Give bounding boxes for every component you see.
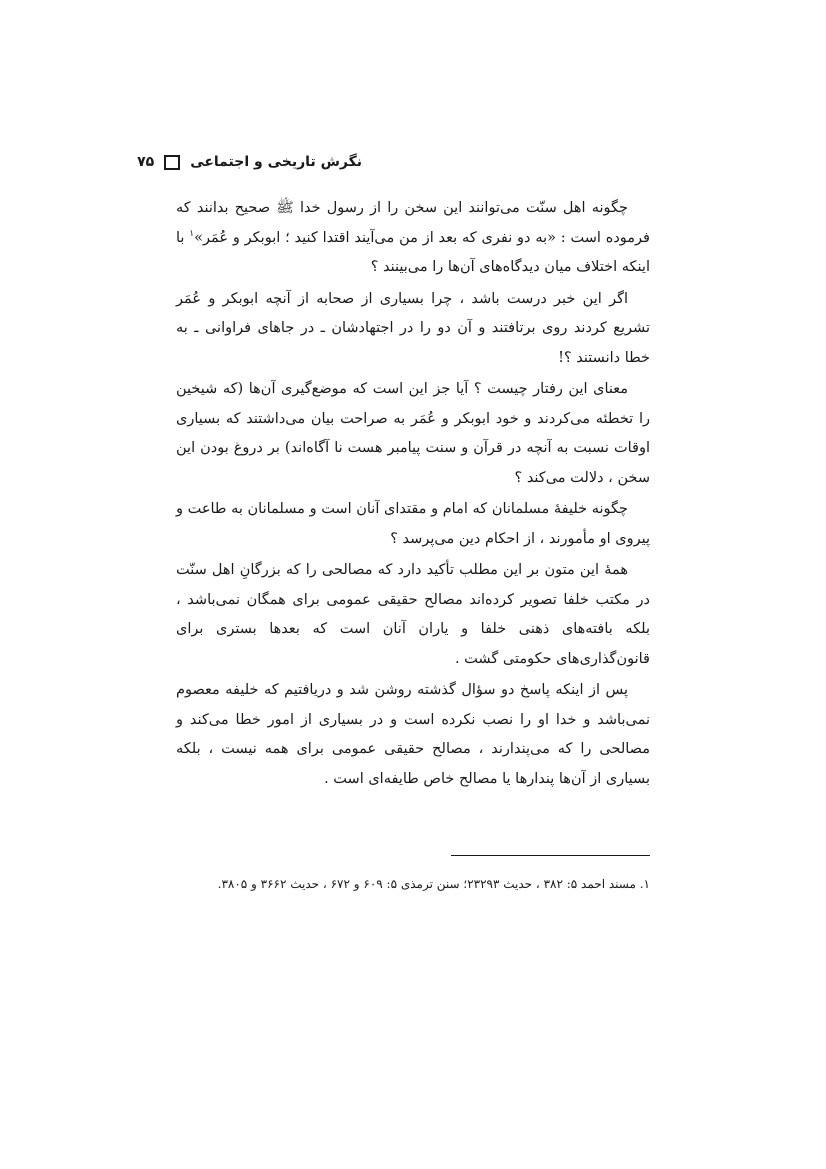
footnote: ۱. مسند احمد ۵: ۳۸۲ ، حدیث ۲۳۲۹۳؛ سنن ترمذی ۵: ۶۰۹ و ۶۷۲ ، حدیث ۳۶۶۲ و ۳۸۰۵. (217, 877, 650, 891)
box-icon (164, 155, 180, 170)
running-head (137, 150, 362, 174)
paragraph-6: پس از اینکه پاسخ دو سؤال گذشته روشن شد و دریافتیم که خلیفه معصوم نمی‌باشد و خدا او را نصب نکرده است و در بسیاری از امور خطا می‌کند و مصالحی را که می‌پندارند ، مصالح حقیقی عمومی برای همه نیست ، بلکه بسیاری از آن‌ها پندارها یا مصالح خاص طایفه‌ای است . (176, 682, 650, 787)
paragraph-1-text: چگونه اهل سنّت می‌توانند این سخن را از رسول خدا ﷺ صحیح بدانند که فرموده است : «به دو نفری که بعد از من می‌آیند اقتدا کنید ؛ ابوبکر و عُمَر» (176, 200, 650, 246)
paragraph-2: اگر این خبر درست باشد ، چرا بسیاری از صحابه از آنچه ابوبکر و عُمَر تشریع کردند روی برتافتند و آن دو را در اجتهادشان ـ در جاهای فراوانی ـ به خطا دانستند ؟! (176, 290, 650, 366)
body-text (176, 194, 650, 794)
paragraph-4: چگونه خلیفهٔ مسلمانان که امام و مقتدای آنان است و مسلمانان به طاعت و پیروی او مأمورند ، از احکام دین می‌پرسد ؟ (176, 501, 650, 547)
chapter-title: نگرش تاریخی و اجتماعی (190, 154, 362, 170)
paragraph-5: همهٔ این متون بر این مطلب تأکید دارد که مصالحی را که بزرگانِ اهل سنّت در مکتب خلفا تصویر کرده‌اند مصالح حقیقی عمومی برای همگان نمی‌باشد ، بلکه بافته‌های ذهنی خلفا و یاران آنان است که بعدها بستری برای قانون‌گذاری‌های حکومتی گشت . (176, 562, 650, 667)
paragraph-1-text-end: با اینکه اختلاف میان دیدگاه‌های آن‌ها را می‌بینند ؟ (176, 229, 650, 275)
page-number: ۷۵ (137, 154, 155, 170)
footnote-marker: ۱ (189, 228, 195, 239)
paragraph-3: معنای این رفتار چیست ؟ آیا جز این است که موضع‌گیری آن‌ها (که شیخین را تخطئه می‌کردند و خود ابوبکر و عُمَر به صراحت بیان می‌داشتند که بسیاری اوقات نسبت به آنچه در قرآن و سنت پیامبر هست نا آگاه‌اند) بر دروغ بودن این سخن ، دلالت می‌کند ؟ (176, 381, 650, 486)
paragraph-1 (176, 194, 650, 283)
footnote-divider (451, 855, 650, 856)
